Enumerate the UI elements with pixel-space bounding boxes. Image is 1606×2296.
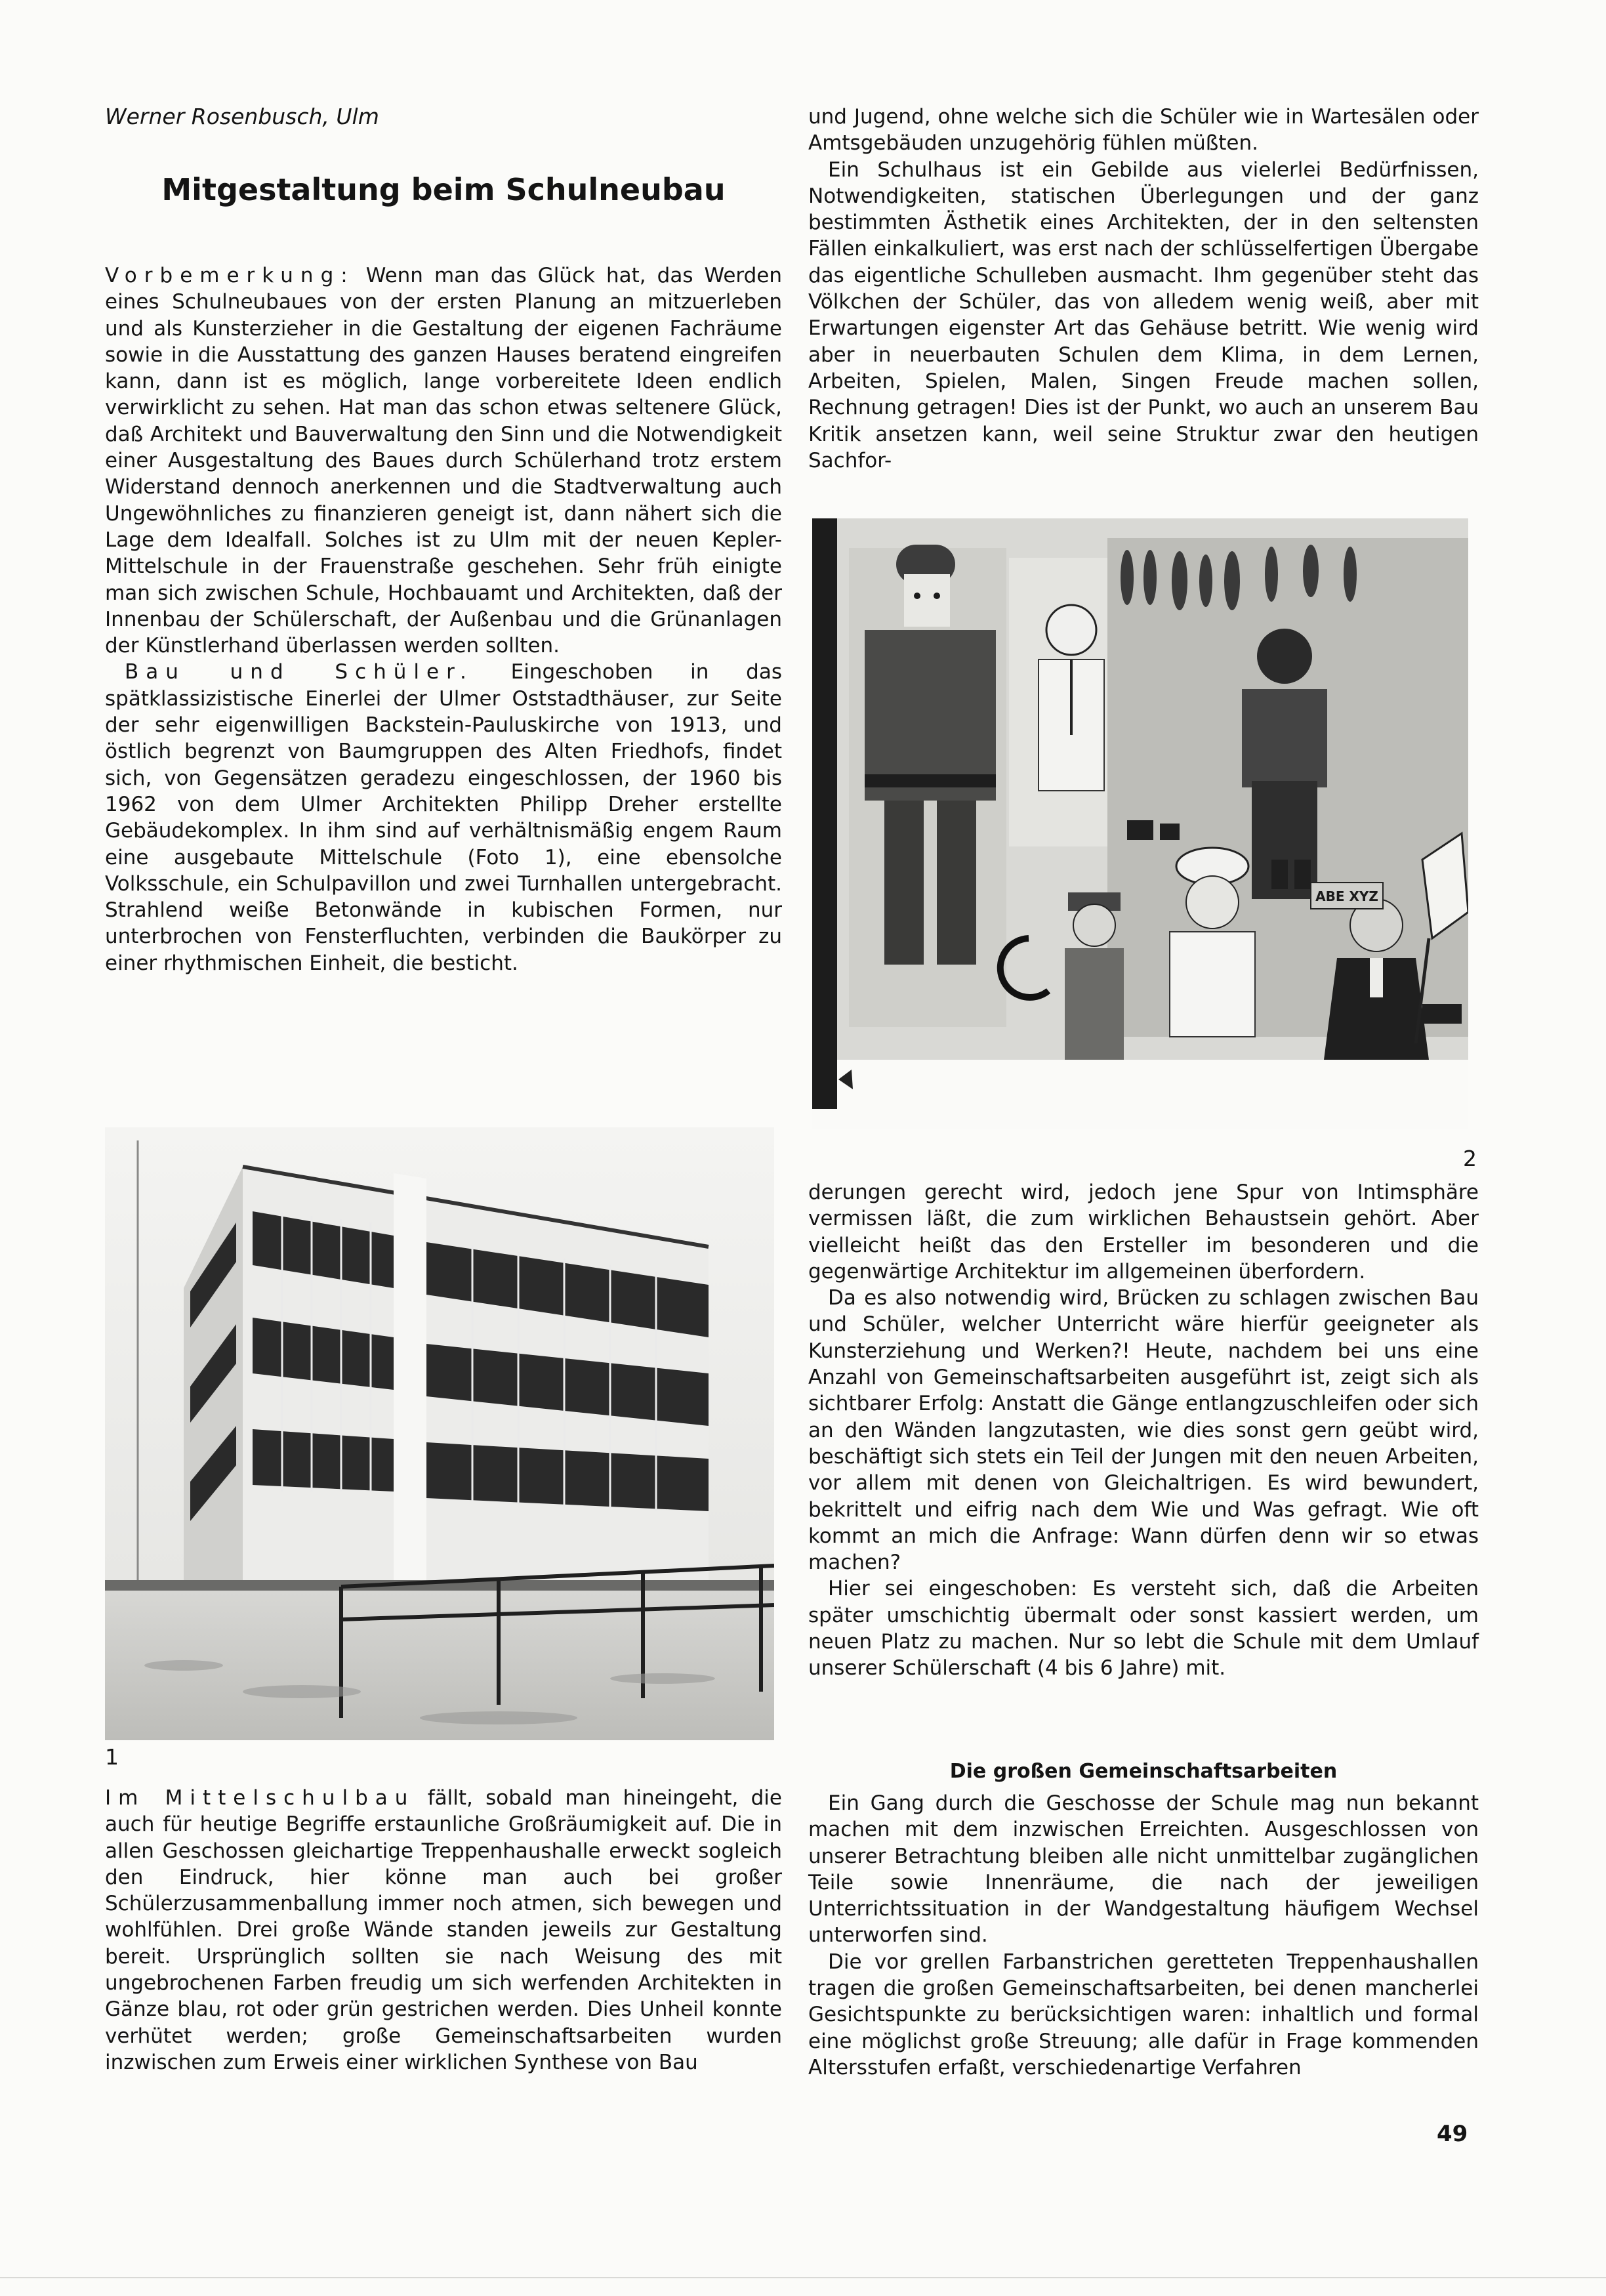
right-bottom-text (808, 1179, 1479, 1682)
left-top-text (105, 262, 782, 976)
photo-1-school-building (105, 1127, 774, 1740)
paragraph-vorbemerkung (105, 262, 782, 659)
paragraph (808, 1576, 1479, 1681)
paragraph (808, 1790, 1479, 1949)
caption-2: 2 (1463, 1146, 1477, 1171)
doctor-figure (1039, 605, 1104, 791)
right-bottom-text-2 (808, 1790, 1479, 2081)
mural-image (812, 518, 1468, 1129)
chef-figure (1170, 848, 1255, 1037)
paragraph-body: Ein Schulhaus ist ein Gebilde aus vielerlei Bedürfnissen, Notwendigkeiten, statischen Überlegungen und der ganz bestimmten Ästhetik eines Architekten, der in den seltensten Fällen einkalkuliert, was erst nach der schlüsselfertigen Übergabe das eigentliche Schulleben ausmacht. Ihm gegenüber steht das Völkchen der Schüler, das von alledem wenig weiß, aber mit Erwartungen eigenster Art das Gehäuse betritt. Wie wenig wird aber in neuerbauten Schulen dem Klima, in dem Lernen, Arbeiten, Spielen, Malen, Singen Freude machen sollen, Rechnung getragen! Dies ist der Punkt, wo auch an unserem Bau Kritik ansetzen kann, weil seine Struktur zwar den heutigen Sachfor- (808, 157, 1479, 472)
school-building-image (105, 1127, 774, 1740)
caption-1: 1 (105, 1744, 119, 1770)
left-bottom-text (105, 1785, 782, 2076)
paragraph-body: Die vor grellen Farbanstrichen geretteten Treppenhaushallen tragen die großen Gemeinschaftsarbeiten, bei denen mancherlei Gesichtspunkte zu berücksichtigen waren: inhaltlich und formal eine möglichst große Streuung; alle dafür in Frage kommenden Altersstufen erfaßt, verschiedenartige Verfahren (808, 1950, 1479, 2079)
scan-edge-line (0, 2277, 1606, 2278)
paragraph: derungen gerecht wird, jedoch jene Spur von Intimsphäre vermissen läßt, die zum wirklichen Behaustsein gehört. Aber vielleicht heißt das den Ersteller im besonderen und die gegenwärtige Architektur im allgemeinen überfordern. (808, 1180, 1479, 1284)
paragraph-mittelschulbau (105, 1785, 782, 2076)
paragraph-body: Da es also notwendig wird, Brücken zu schlagen zwischen Bau und Schüler, welcher Unterricht wäre hierfür geeigneter als Kunsterziehung und Werken?! Heute, nachdem bei uns eine Anzahl von Gemeinschaftsarbeiten ausgeführt ist, zeigt sich als sichtbarer Erfolg: Anstatt die Gänge entlangzuschleifen oder sich an den Wänden langzutasten, wie dies sonst gern geübt wird, beschäftigt sich stets ein Teil der Jungen mit den neuen Arbeiten, vor allem mit denen von Gleichaltrigen. Es wird bewundert, bekrittelt und eifrig nach dem Wie und Was gefragt. Wie oft kommt an mich die Anfrage: Wann dürfen denn wir so etwas machen? (808, 1286, 1479, 1575)
paragraph-body: Wenn man das Glück hat, das Werden eines Schulneubaues von der ersten Planung an mitzuerleben und als Kunsterzieher in die Gestaltung der eigenen Fachräume sowie in die Ausstattung des ganzen Hauses beratend eingreifen kann, dann ist es möglich, lange vorbereitete Ideen endlich verwirklicht zu sehen. Hat man das schon etwas seltenere Glück, daß Architekt und Bauverwaltung den Sinn und die Notwendigkeit einer Ausgestaltung des Baues durch Schülerhand trotz erstem Widerstand dennoch anerkennen und die Stadtverwaltung auch Ungewöhnliches zu finanzieren geneigt ist, dann nähert sich die Lage dem Idealfall. Solches ist zu Ulm mit der neuen Kepler-Mittelschule in der Frauenstraße geschehen. Sehr früh einigte man sich zwischen Schule, Hochbauamt und Architekten, daß der Innenbau der Schülerschaft, der Außenbau und die Grünanlagen der Künstlerhand überlassen werden sollten. (105, 264, 782, 658)
paragraph-body: Hier sei eingeschoben: Es versteht sich, daß die Arbeiten später umschichtig übermalt oder sonst kassiert werden, um neuen Platz zu machen. Nur so lebt die Schule mit dem Umlauf unserer Schülerschaft (4 bis 6 Jahre) mit. (808, 1577, 1479, 1680)
photo-2-mural (812, 518, 1468, 1129)
paragraph-body: Ein Gang durch die Geschosse der Schule mag nun bekannt machen mit dem inzwischen Erreichten. Ausgeschlossen von unserer Betrachtung bleiben alle nicht unmittelbar zugänglichen Teile sowie Innenräume, die nach der jeweiligen Unterrichtssituation in der Wandgestaltung häufigem Wechsel unterworfen sind. (808, 1791, 1479, 1948)
author-line: Werner Rosenbusch, Ulm (105, 104, 379, 129)
paragraph (808, 1949, 1479, 2081)
article-title: Mitgestaltung beim Schulneubau (161, 172, 726, 207)
lead-bau-und-schueler: Bau und Schüler. (125, 660, 474, 684)
section-heading: Die großen Gemeinschaftsarbeiten (949, 1760, 1338, 1783)
page-number: 49 (1437, 2121, 1468, 2147)
lead-mittelschulbau: Im Mittelschulbau (105, 1786, 415, 1810)
paragraph-body: fällt, sobald man hineingeht, die auch für heutige Begriffe erstaunliche Großräumigkeit auf. Die in allen Geschossen gleichartige Treppenhaushalle erweckt sogleich den Eindruck, hier könne man auch bei großer Schülerzusammenballung immer noch atmen, sich bewegen und wohlfühlen. Drei große Wände standen jeweils zur Gestaltung bereit. Ursprünglich sollten sie nach Weisung des mit ungebrochenen Farben freudig um sich werfenden Architekten in Gänze blau, rot oder grün gestrichen werden. Dies Unheil konnte verhütet werden; große Gemeinschaftsarbeiten wurden inzwischen zum Erweis einer wirklichen Synthese von Bau (105, 1786, 782, 2074)
mural-label: ABE XYZ (1315, 888, 1378, 904)
right-top-text (808, 104, 1479, 474)
paragraph (808, 157, 1479, 474)
paragraph (808, 1285, 1479, 1576)
paragraph-body: Eingeschoben in das spätklassizistische Einerlei der Ulmer Oststadthäuser, zur Seite der sehr eigenwilligen Backstein-Pauluskirche von 1913, und östlich begrenzt von Baumgruppen des Alten Friedhofs, findet sich, von Gegensätzen geradezu eingeschlossen, der 1960 bis 1962 von dem Ulmer Architekten Philipp Dreher erstellte Gebäudekomplex. In ihm sind auf verhältnismäßig engem Raum eine ausgebaute Mittelschule (Foto 1), eine ebensolche Volksschule, ein Schulpavillon und zwei Turnhallen untergebracht. Strahlend weiße Betonwände in kubischen Formen, nur unterbrochen von Fensterfluchten, verbinden die Baukörper zu einer rhythmischen Einheit, die besticht. (105, 660, 782, 975)
lead-vorbemerkung: Vorbemerkung: (105, 264, 355, 287)
paragraph: und Jugend, ohne welche sich die Schüler wie in Wartesälen oder Amtsgebäuden unzugehörig fühlen müßten. (808, 105, 1479, 156)
paragraph-bau-und-schueler (105, 659, 782, 976)
